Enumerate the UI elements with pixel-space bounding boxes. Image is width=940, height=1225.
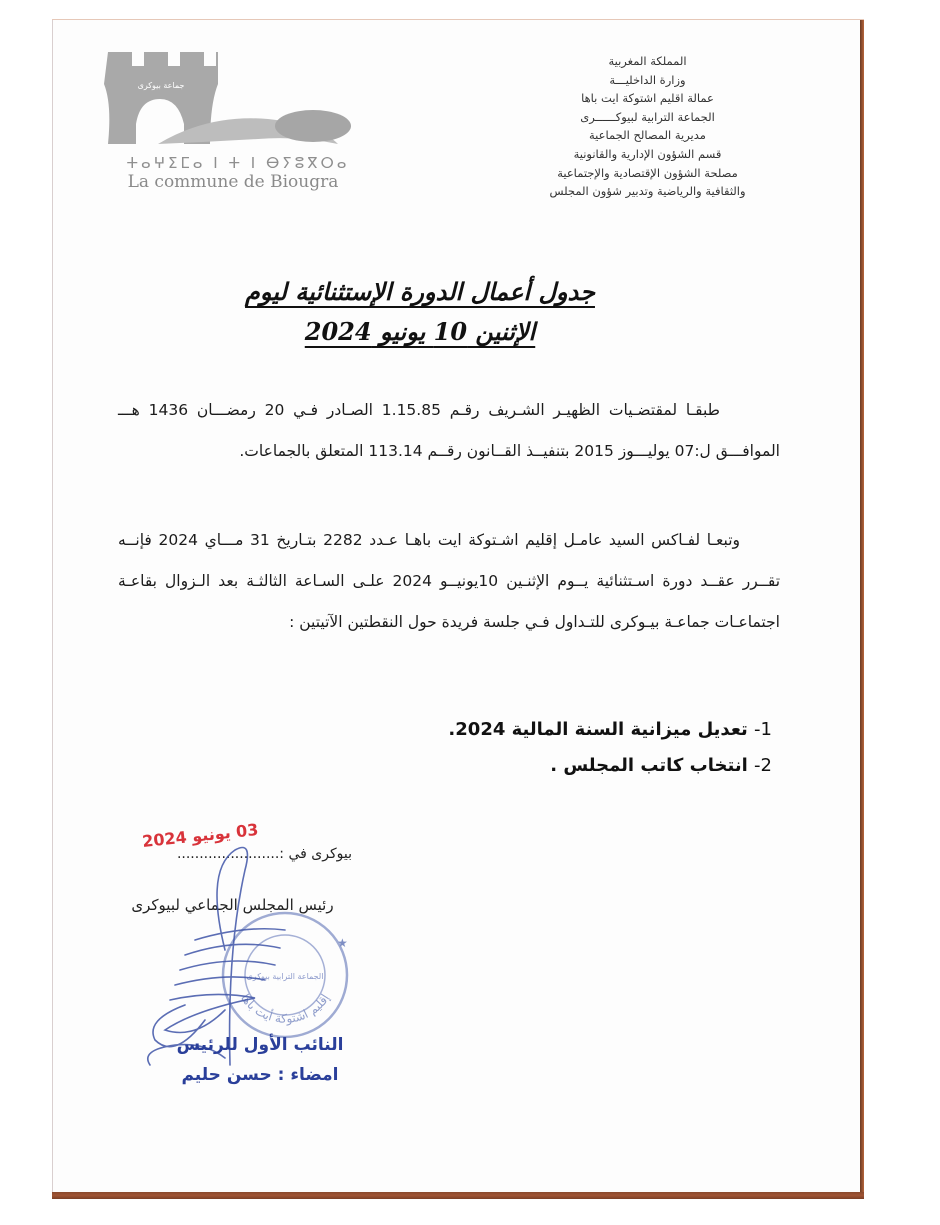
logo-tifinagh-text: ⵜⴰⵖⵉⵎⴰ ⵏ ⵜ ⵏ ⴱⵢⵓⴳⵔⴰ <box>126 154 350 172</box>
place-date-line: بيوكرى في :....................... <box>176 846 352 862</box>
agenda-item-text: انتخاب كاتب المجلس . <box>550 755 748 776</box>
paragraph-legal-basis: طبقـا لمقتضـيات الظهيـر الشـريف رقـم 1.15.85 الصـادر فـي 20 رمضـــان 1436 هـــ الموافـــق ل:07 يوليـــوز 2015 بتنفيــذ القــانون رقــم 113.14 المتعلق بالجماعات. <box>118 401 780 460</box>
header-line: قسم الشؤون الإدارية والقانونية <box>573 146 722 161</box>
header-line: مديرية المصالح الجماعية <box>589 128 706 143</box>
paragraph-session-notice: وتبعـا لفـاكس السيد عامـل إقليم اشـتوكة ايت باهـا عـدد 2282 بتـاريخ 31 مـــاي 2024 فإنــه تقــرر عقــد دورة اسـتثنائية يــوم الإثنـين 10يونيــو 2024 علـى السـاعة الثالثـة بعد الـزوال بقاعـة اجتماعـات جماعـة بيـوكرى للتـداول فـي جلسة فريدة حول النقطتين الآتيتين : <box>118 531 781 631</box>
commune-logo <box>98 44 368 199</box>
document-title <box>180 272 660 352</box>
header-line: وزارة الداخليـــة <box>609 72 686 87</box>
agenda-item-text: تعديل ميزانية السنة المالية 2024. <box>448 719 748 740</box>
date-stamp: 03 يونيو 2024 <box>141 819 260 852</box>
header-line: الجماعة الترابية لبيوكــــــرى <box>580 109 715 124</box>
deputy-title: النائب الأول للرئيس <box>176 1035 344 1055</box>
tower-logo-icon <box>98 44 368 154</box>
agenda-item-number: 1- <box>754 719 772 740</box>
tower-inscription: جماعة بيوكرى <box>137 81 185 90</box>
page-top-edge <box>52 19 864 20</box>
seal-center-text: الجماعة الترابية بيوكرى <box>246 972 324 981</box>
logo-french-text: La commune de Biougra <box>127 172 339 192</box>
title-line-2: الإثنين 10 يونيو 2024 <box>304 317 536 346</box>
page-bottom-border <box>52 1192 864 1199</box>
header-line: والثقافية والرياضية وتدبير شؤون المجلس <box>549 184 746 199</box>
president-title: رئيس المجلس الجماعي لبيوكرى <box>131 896 334 914</box>
title-line-1: جدول أعمال الدورة الإستثنائية ليوم <box>245 277 595 306</box>
page-right-edge <box>860 20 864 1198</box>
header-line: عمالة اقليم اشتوكة ايت باها <box>581 91 714 106</box>
agenda-item <box>300 748 772 784</box>
header-line: المملكة المغربية <box>608 54 687 68</box>
agenda-item <box>300 712 772 748</box>
administrative-header <box>520 52 775 201</box>
seal-ring-text: إقليم اشتوكة أيت باها <box>237 991 333 1026</box>
header-line: مصلحة الشؤون الإقتصادية والإجتماعية <box>557 165 738 180</box>
deputy-signature-stamp <box>165 1030 355 1090</box>
deputy-name: امضاء : حسن حليم <box>181 1065 339 1085</box>
agenda-list <box>300 712 772 784</box>
agenda-item-number: 2- <box>754 755 772 776</box>
svg-text:★: ★ <box>337 936 348 950</box>
